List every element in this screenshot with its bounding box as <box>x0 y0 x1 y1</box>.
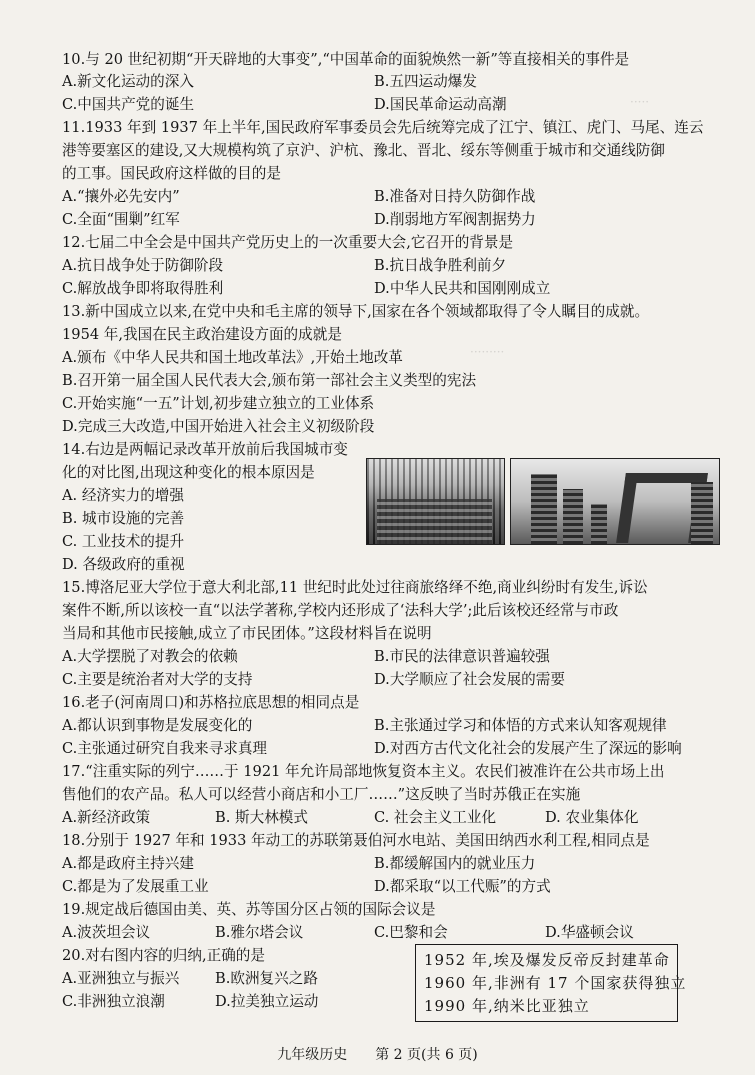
question-15-stem: 案件不断,所以该校一直“以法学著称,学校内还形成了‘法科大学’;此后该校还经常与市政 <box>62 602 619 619</box>
question-16-option-a: A.都认识到事物是发展变化的 <box>62 717 253 734</box>
question-14-option-a: A. 经济实力的增强 <box>62 487 184 504</box>
question-18-option-d: D.都采取“以工代赈”的方式 <box>374 878 551 895</box>
question-14-option-d: D. 各级政府的重视 <box>62 556 185 573</box>
question-19-option-b: B.雅尔塔会议 <box>215 924 304 941</box>
question-10-stem: 10.与 20 世纪初期“开天辟地的大事变”,“中国革命的面貌焕然一新”等直接相关的事件是 <box>62 51 630 68</box>
question-20-option-b: B.欧洲复兴之路 <box>215 970 318 987</box>
question-11-option-d: D.削弱地方军阀割据势力 <box>374 211 536 228</box>
question-17-option-b: B. 斯大林模式 <box>215 809 308 826</box>
bleed-through-texture: ········· <box>470 345 505 359</box>
timeline-box <box>415 944 687 1022</box>
city-photo-after-reform <box>510 458 720 545</box>
question-13-stem: 1954 年,我国在民主政治建设方面的成就是 <box>62 326 342 343</box>
question-11-stem: 港等要塞区的建设,又大规模构筑了京沪、沪杭、豫北、晋北、绥东等侧重于城市和交通线防御 <box>62 142 665 159</box>
city-photo-before-reform <box>366 458 505 545</box>
question-15-stem: 当局和其他市民接触,成立了市民团体。”这段材料旨在说明 <box>62 625 432 642</box>
question-16-option-b: B.主张通过学习和体悟的方式来认知客观规律 <box>374 717 667 734</box>
question-12-option-d: D.中华人民共和国刚刚成立 <box>374 280 551 297</box>
question-19-stem: 19.规定战后德国由美、英、苏等国分区占领的国际会议是 <box>62 901 436 918</box>
question-12-option-c: C.解放战争即将取得胜利 <box>62 280 224 297</box>
question-16-option-c: C.主张通过研究自我来寻求真理 <box>62 740 268 757</box>
question-13-option-c: C.开始实施“一五”计划,初步建立独立的工业体系 <box>62 395 375 412</box>
page-footer: 九年级历史 第 2 页(共 6 页) <box>277 1047 478 1063</box>
question-18-stem: 18.分别于 1927 年和 1933 年动工的苏联第聂伯河水电站、美国田纳西水利工程,相同点是 <box>62 832 650 849</box>
bleed-through-texture: ····· <box>630 95 650 109</box>
question-14-stem: 化的对比图,出现这种变化的根本原因是 <box>62 464 315 481</box>
question-20-stem: 20.对右图内容的归纳,正确的是 <box>62 947 265 964</box>
question-14-option-b: B. 城市设施的完善 <box>62 510 185 527</box>
question-11-option-c: C.全面“围剿”红军 <box>62 211 180 228</box>
question-16-stem: 16.老子(河南周口)和苏格拉底思想的相同点是 <box>62 694 360 711</box>
question-17-option-a: A.新经济政策 <box>62 809 151 826</box>
question-10-option-a: A.新文化运动的深入 <box>62 73 194 90</box>
question-12-option-a: A.抗日战争处于防御阶段 <box>62 257 224 274</box>
building-silhouette <box>377 499 492 544</box>
question-14-option-c: C. 工业技术的提升 <box>62 533 185 550</box>
question-18-option-b: B.都缓解国内的就业压力 <box>374 855 536 872</box>
question-13-option-a: A.颁布《中华人民共和国土地改革法》,开始土地改革 <box>62 349 403 366</box>
question-17-stem: 售他们的农产品。私人可以经营小商店和小工厂……”这反映了当时苏俄正在实施 <box>62 786 581 803</box>
question-17-option-c: C. 社会主义工业化 <box>374 809 497 826</box>
question-13-stem: 13.新中国成立以来,在党中央和毛主席的领导下,国家在各个领域都取得了令人瞩目的成就。 <box>62 303 650 320</box>
question-20-option-a: A.亚洲独立与振兴 <box>62 970 180 987</box>
question-15-option-a: A.大学摆脱了对教会的依赖 <box>62 648 238 665</box>
question-19-option-c: C.巴黎和会 <box>374 924 448 941</box>
question-11-option-b: B.准备对日持久防御作战 <box>374 188 536 205</box>
timeline-entry: 1990 年,纳米比亚独立 <box>424 997 590 1015</box>
question-13-option-d: D.完成三大改造,中国开始进入社会主义初级阶段 <box>62 418 375 435</box>
question-10-option-c: C.中国共产党的诞生 <box>62 96 195 113</box>
question-12-stem: 12.七届二中全会是中国共产党历史上的一次重要大会,它召开的背景是 <box>62 234 514 251</box>
timeline-entry: 1960 年,非洲有 17 个国家获得独立 <box>424 974 687 992</box>
timeline-entry: 1952 年,埃及爆发反帝反封建革命 <box>424 951 670 969</box>
question-11-option-a: A.“攘外必先安内” <box>62 188 180 205</box>
question-18-option-a: A.都是政府主持兴建 <box>62 855 194 872</box>
question-11-stem: 11.1933 年到 1937 年上半年,国民政府军事委员会先后统筹完成了江宁、镇江、虎门、马尾、连云 <box>62 119 704 136</box>
tower-silhouette <box>563 489 583 544</box>
question-12-option-b: B.抗日战争胜利前夕 <box>374 257 507 274</box>
question-20-option-d: D.拉美独立运动 <box>215 993 319 1010</box>
tower-silhouette <box>531 474 557 544</box>
question-17-option-d: D. 农业集体化 <box>545 809 639 826</box>
question-14-stem: 14.右边是两幅记录改革开放前后我国城市变 <box>62 441 348 458</box>
question-18-option-c: C.都是为了发展重工业 <box>62 878 209 895</box>
tower-silhouette <box>591 504 607 544</box>
question-15-option-b: B.市民的法律意识普遍较强 <box>374 648 550 665</box>
question-10-option-b: B.五四运动爆发 <box>374 73 477 90</box>
question-15-option-c: C.主要是统治者对大学的支持 <box>62 671 253 688</box>
question-19-option-a: A.波茨坦会议 <box>62 924 151 941</box>
question-11-stem: 的工事。国民政府这样做的目的是 <box>62 165 281 182</box>
question-10-option-d: D.国民革命运动高潮 <box>374 96 507 113</box>
question-15-stem: 15.博洛尼亚大学位于意大利北部,11 世纪时此处过往商旅络绎不绝,商业纠纷时有发生,诉讼 <box>62 579 648 596</box>
question-16-option-d: D.对西方古代文化社会的发展产生了深远的影响 <box>374 740 682 757</box>
question-13-option-b: B.召开第一届全国人民代表大会,颁布第一部社会主义类型的宪法 <box>62 372 477 389</box>
question-17-stem: 17.“注重实际的列宁……于 1921 年允许局部地恢复资本主义。农民们被准许在公共市场上出 <box>62 763 665 780</box>
tower-silhouette <box>691 482 713 544</box>
question-20-option-c: C.非洲独立浪潮 <box>62 993 165 1010</box>
question-19-option-d: D.华盛顿会议 <box>545 924 634 941</box>
question-15-option-d: D.大学顺应了社会发展的需要 <box>374 671 565 688</box>
